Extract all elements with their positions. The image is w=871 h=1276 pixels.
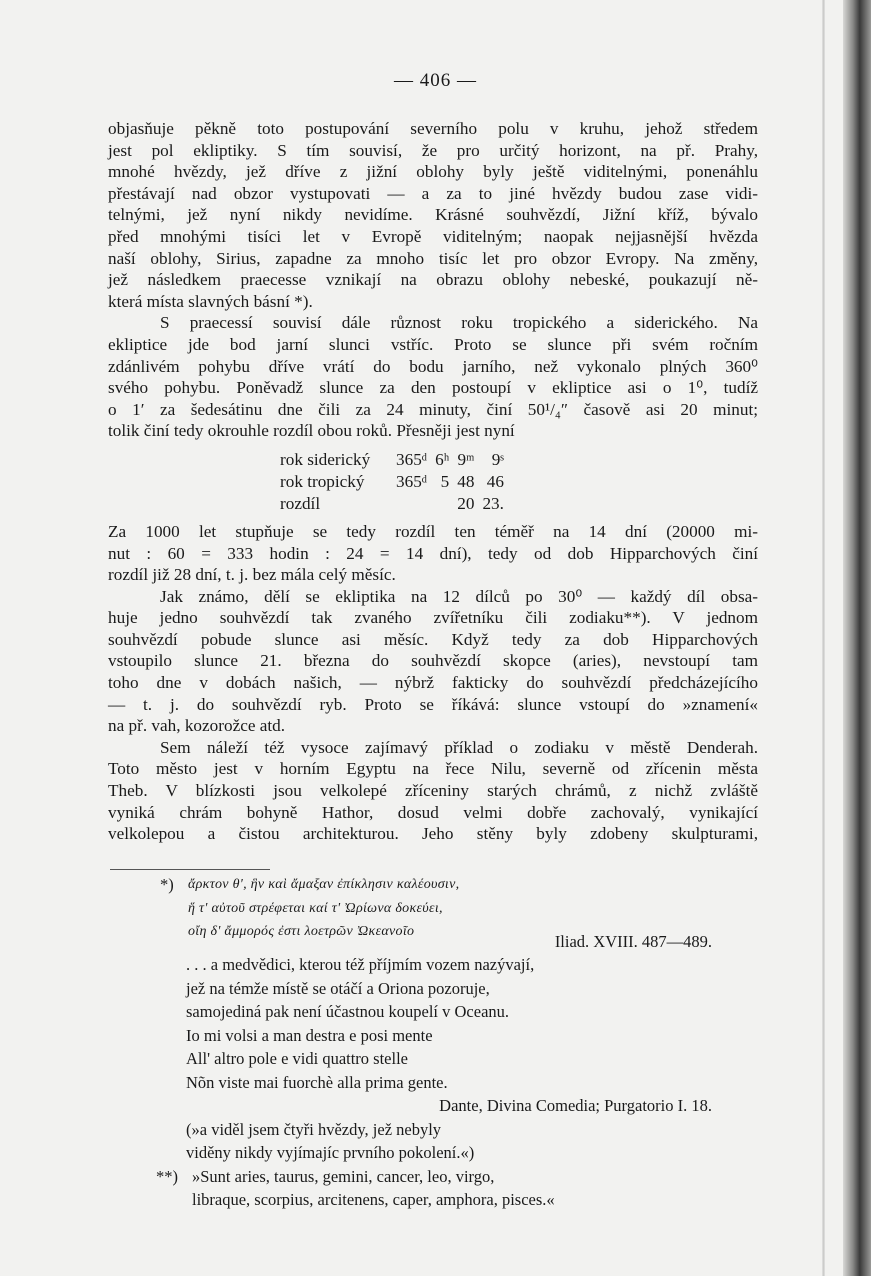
text-line: Toto město jest v horním Egyptu na řece Nilu, severně od zřícenin města [108, 759, 758, 779]
text-line: nut : 60 = 333 hodin : 24 = 14 dní), tedy od dob Hipparchových činí [108, 543, 758, 563]
greek-verse-line: ἥ τ' αὐτοῦ στρέφεται καί τ' Ὠρίωνα δοκεύει, [188, 900, 443, 916]
text-line: rozdíl již 28 dní, t. j. bez mála celý měsíc. [108, 565, 396, 585]
table-row: rok siderický 365ᵈ 6ʰ 9ᵐ 9ˢ [280, 449, 504, 469]
text-line: ekliptice jde bod jarní slunci vstříc. Proto se slunce při svém ročním [108, 334, 758, 354]
text-line: velkolepou a čistou architekturou. Jeho stěny byly zdobeny skulpturami, [108, 824, 758, 844]
page-edge [843, 0, 871, 1276]
text-line: Jak známo, dělí se ekliptika na 12 dílců po 30⁰ — každý díl obsa- [160, 586, 758, 606]
italian-verse-line: All' altro pole e vidi quattro stelle [186, 1049, 409, 1068]
text-line: přestávají nad obzor vystupovati — a za to jiné hvězdy budou zase vidi- [108, 183, 758, 203]
italian-verse-line: Nõn viste mai fuorchè alla prima gente. [186, 1072, 448, 1092]
text-line: na př. vah, kozorožce atd. [108, 716, 286, 736]
footnotes [156, 873, 722, 1212]
text-line: mnohé hvězdy, jež dříve z jižní oblohy byly ještě viditelnými, ponenáhlu [108, 162, 758, 182]
text-line: která místa slavných básní *). [108, 291, 313, 311]
paragraph-4 [108, 586, 758, 737]
text-line: souhvězdí pobude slunce asi měsíc. Když tedy za dob Hipparchových [108, 629, 758, 649]
year-comparison-table [276, 449, 758, 515]
czech-translation-line: samojediná pak není účastnou koupelí v Oceanu. [186, 1002, 510, 1021]
main-text [108, 118, 758, 845]
text-line: svého pohybu. Poněvadž slunce za den postoupí v ekliptice asi o 1⁰, tudíž [108, 378, 758, 398]
text-line: huje jedno souhvězdí tak zvaného zvířetníku čili zodiaku**). V jednom [108, 608, 758, 628]
text-line: telnými, jež nyní nikdy nevidíme. Krásné souhvězdí, Jižní kříž, bývalo [108, 205, 758, 225]
text-line: zdánlivém pohybu dříve vrátí do bodu jarního, než vykonalo plných 360⁰ [108, 356, 758, 376]
text-line: S praecessí souvisí dále různost roku tropického a siderického. Na [160, 313, 758, 333]
citation-dante: Dante, Divina Comedia; Purgatorio I. 18. [439, 1096, 712, 1115]
citation-iliad: Iliad. XVIII. 487—489. [554, 931, 712, 951]
text-line: vyniká chrám bohyně Hathor, dosud velmi dobře zachovalý, vynikající [108, 802, 758, 822]
paragraph-3 [108, 521, 758, 586]
footnote-marker: *) [160, 875, 174, 894]
paragraph-1 [108, 118, 758, 312]
text-line: tolik činí tedy okrouhle rozdíl obou roků. Přesněji jest nyní [108, 421, 515, 441]
table-row: rozdíl 20 23. [280, 493, 504, 513]
text-line: o 1′ za šedesátinu dne čili za 24 minuty, činí 50¹/₄″ časově asi 20 minut; [108, 399, 758, 419]
text-line: Sem náleží též vysoce zajímavý příklad o zodiaku v městě Denderah. [160, 737, 758, 757]
footnote-1 [162, 873, 722, 1165]
italian-translation-line: (»a viděl jsem čtyři hvězdy, jež nebyly [186, 1119, 442, 1139]
text-line: toho dne v dobách našich, — nýbrž fakticky do souhvězdí předcházejícího [108, 673, 758, 693]
czech-translation-line: . . . a medvědici, kterou též příjmím vozem nazývají, [186, 955, 535, 974]
italian-translation-line: viděny nikdy vyjímajíc prvního pokolení.«) [186, 1143, 475, 1162]
page-number: — 406 — [394, 70, 477, 91]
czech-translation-line: jež na témže místě se otáčí a Oriona pozoruje, [186, 978, 490, 998]
text-line: Theb. V blízkosti jsou velkolepé zříceniny starých chrámů, z nichž zvláště [108, 781, 758, 801]
text-line: jež následkem praecesse vznikají na obrazu oblohy nebeské, poukazují ně- [108, 270, 758, 290]
footnote-2 [156, 1165, 722, 1212]
text-line: Za 1000 let stupňuje se tedy rozdíl ten téměř na 14 dní (20000 mi- [108, 521, 758, 541]
text-line: objasňuje pěkně toto postupování severního polu v kruhu, jehož středem [108, 119, 758, 138]
latin-verse-line: libraque, scorpius, arcitenens, caper, amphora, pisces.« [192, 1190, 555, 1209]
table-row: rok tropický 365ᵈ 5 48 46 [280, 471, 504, 491]
text-line: naší oblohy, Sirius, zapadne za mnoho tisíc let pro obzor Evropy. Na změny, [108, 248, 758, 268]
italian-verse-line: Io mi volsi a man destra e posi mente [186, 1025, 433, 1045]
paragraph-2 [108, 312, 758, 442]
text-line: — t. j. do souhvězdí ryb. Proto se říkává: slunce vstoupí do »znamení« [108, 694, 758, 714]
page-fold-shadow [822, 0, 825, 1276]
footnote-marker: **) [156, 1166, 178, 1186]
paragraph-5 [108, 737, 758, 845]
text-line: před mnohými tisíci let v Evropě viditelným; naopak nejjasnější hvězda [108, 226, 758, 246]
text-line: jest pol ekliptiky. S tím souvisí, že pro určitý horizont, na př. Prahy, [108, 140, 758, 160]
text-line: vstoupilo slunce 21. března do souhvězdí skopce (aries), nevstoupí tam [108, 651, 758, 671]
footnote-divider [110, 869, 270, 870]
latin-verse-line: »Sunt aries, taurus, gemini, cancer, leo, virgo, [192, 1166, 495, 1186]
greek-verse-line: ἄρκτον θ', ἣν καὶ ἄμαξαν ἐπίκλησιν καλέουσιν, [188, 877, 460, 892]
greek-verse-line: οἴη δ' ἄμμορός ἐστι λοετρῶν Ὠκεανοῖο [188, 924, 415, 939]
